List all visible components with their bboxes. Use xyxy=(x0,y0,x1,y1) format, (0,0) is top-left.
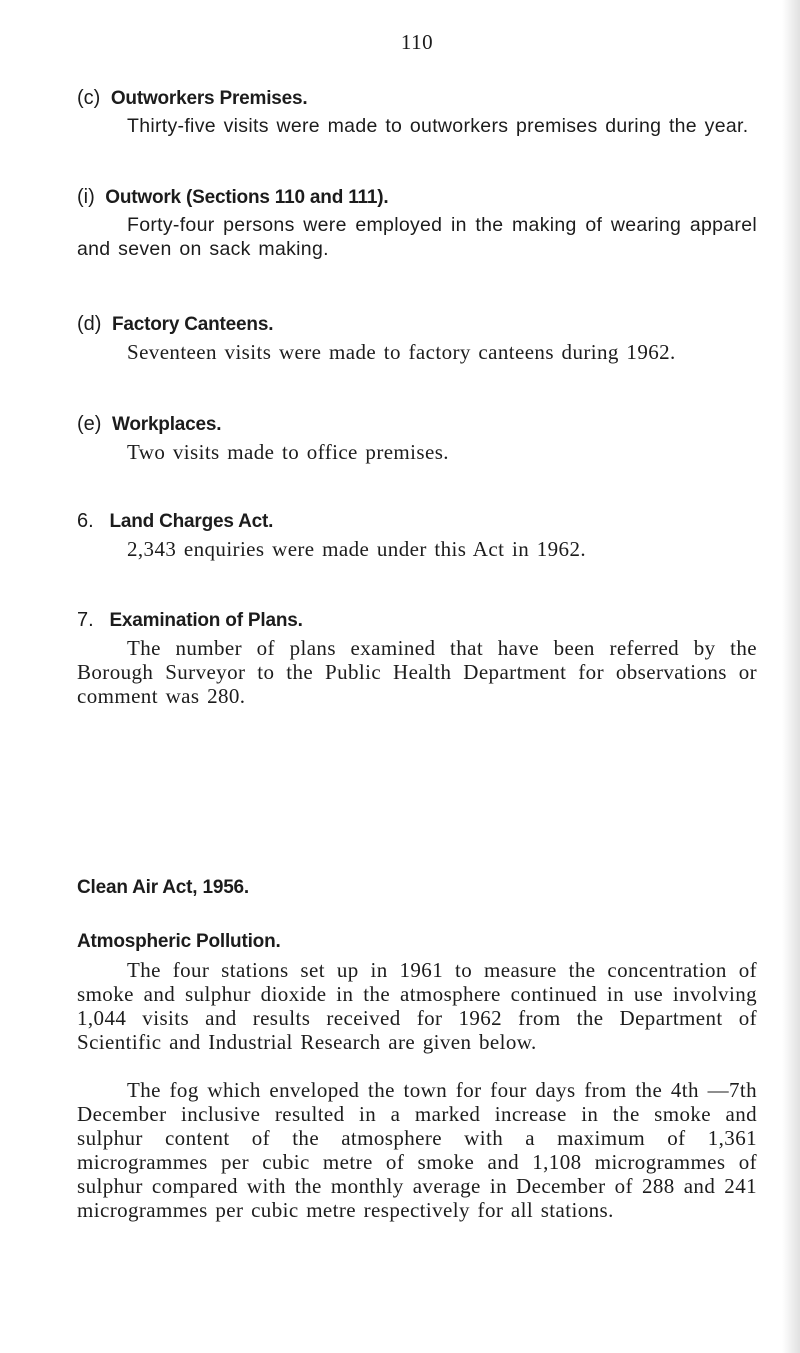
section-label: (e) xyxy=(77,413,102,435)
section-land-charges-act xyxy=(77,507,757,561)
section-clean-air-act xyxy=(77,873,757,901)
section-heading xyxy=(77,310,757,338)
atmospheric-pollution-paragraph-1: The four stations set up in 1961 to measure the concentration of smoke and sulphur dioxide in the atmosphere continued in use involving 1,044 visits and results received for 1962 from the Department of Scientific and Industrial Research are given below. xyxy=(77,958,757,1054)
section-title: Land Charges Act. xyxy=(109,511,274,532)
section-label: (c) xyxy=(77,87,101,109)
atmospheric-pollution-paragraph-2: The fog which enveloped the town for four days from the 4th —7th December inclusive resulted in a marked increase in the smoke and sulphur content of the atmosphere with a maximum of 1,361 microgrammes per cubic metre of smoke and 1,108 microgrammes of sulphur compared with the monthly average in December of 288 and 241 microgrammes per cubic metre respectively for all stations. xyxy=(77,1078,757,1222)
section-text: Forty-four persons were employed in the making of wearing apparel and seven on sack making. xyxy=(77,214,757,260)
page-edge-shadow xyxy=(782,0,800,1353)
section-label: (i) xyxy=(77,186,95,208)
page-number: 110 xyxy=(400,30,434,54)
section-text: Seventeen visits were made to factory canteens during 1962. xyxy=(127,340,676,364)
section-outworkers-premises xyxy=(77,84,757,138)
section-title: Examination of Plans. xyxy=(109,610,303,631)
section-title: Factory Canteens. xyxy=(111,314,274,335)
section-heading xyxy=(77,183,757,211)
section-title: Workplaces. xyxy=(111,414,222,435)
section-outwork xyxy=(77,183,757,261)
section-label: 7. xyxy=(77,609,94,631)
section-examination-of-plans xyxy=(77,606,757,708)
section-factory-canteens xyxy=(77,310,757,364)
section-text: The number of plans examined that have been referred by the Borough Surveyor to the Public Health Department for observations or comment was 280. xyxy=(77,636,757,708)
section-atmospheric-pollution xyxy=(77,927,757,1222)
section-heading xyxy=(77,606,757,634)
section-label: (d) xyxy=(77,313,102,335)
section-workplaces xyxy=(77,410,757,464)
section-heading xyxy=(77,507,757,535)
section-text: 2,343 enquiries were made under this Act in 1962. xyxy=(127,537,587,561)
section-title: Outworkers Premises. xyxy=(110,88,308,109)
section-heading xyxy=(77,410,757,438)
atmospheric-pollution-title: Atmospheric Pollution. xyxy=(77,931,281,952)
section-text: Thirty-five visits were made to outworkers premises during the year. xyxy=(127,115,749,137)
section-heading xyxy=(77,84,757,112)
atmospheric-pollution-heading xyxy=(77,927,757,955)
clean-air-title xyxy=(77,873,757,901)
section-text: Two visits made to office premises. xyxy=(127,440,449,464)
section-label: 6. xyxy=(77,510,94,532)
section-title: Outwork (Sections 110 and 111). xyxy=(105,187,389,208)
clean-air-title-text: Clean Air Act, 1956. xyxy=(77,877,250,898)
